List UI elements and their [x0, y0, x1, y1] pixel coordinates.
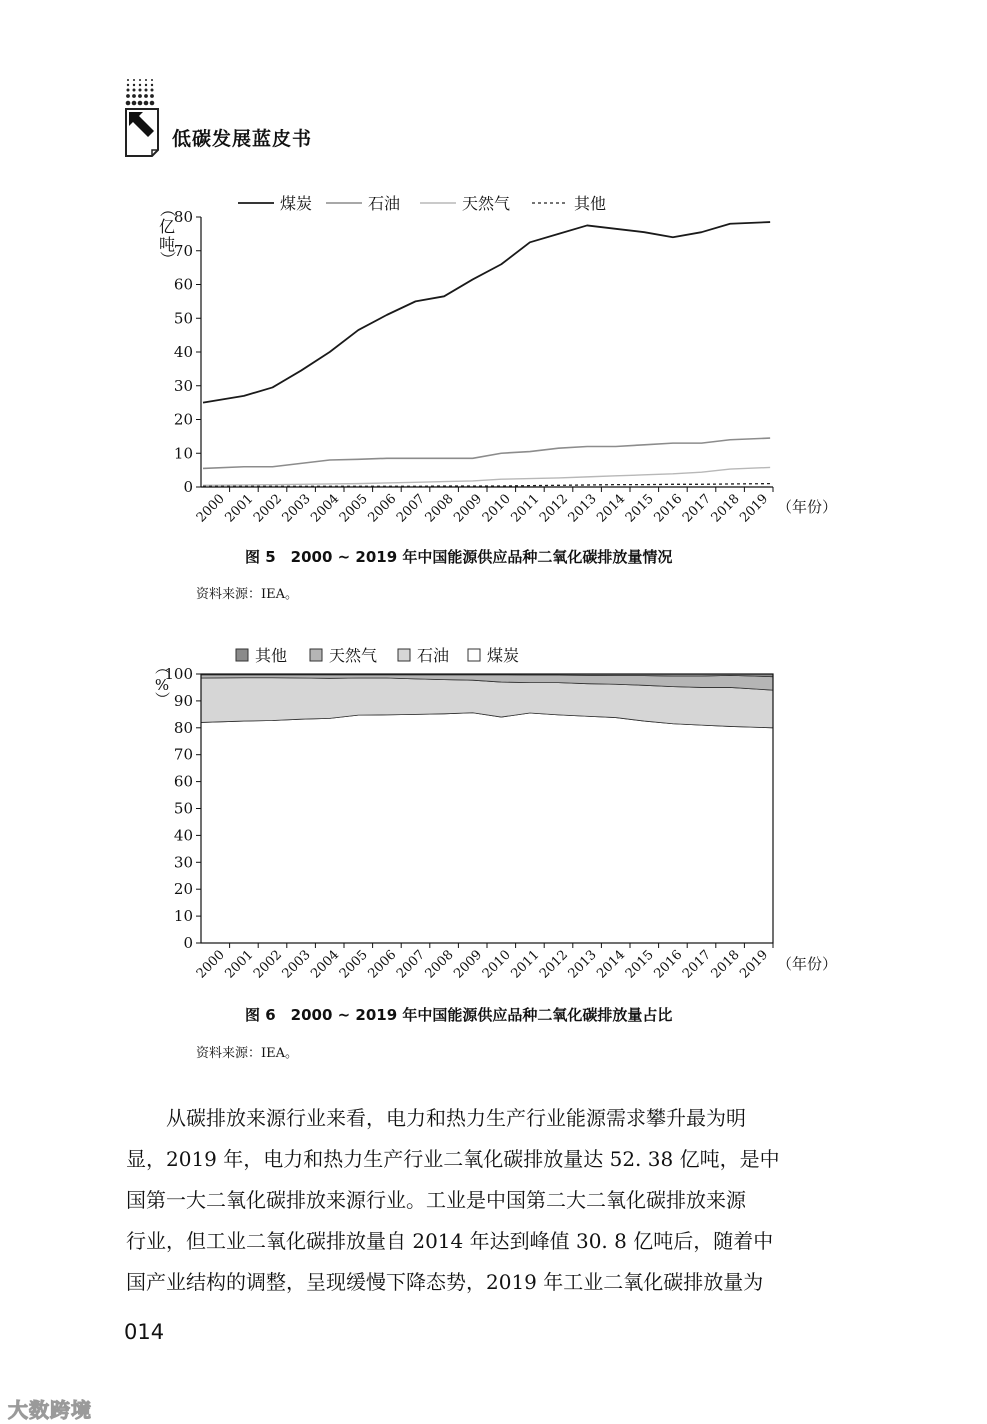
- x-tick-label: 2017: [680, 491, 715, 526]
- y-tick-label: 40: [173, 343, 193, 361]
- y-tick-label: 100: [164, 665, 193, 683]
- x-tick-label: 2005: [336, 947, 371, 982]
- x-tick-label: 2000: [193, 491, 228, 526]
- series-line-0: [203, 222, 770, 403]
- body-line: 国第一大二氧化碳排放来源行业。工业是中国第二大二氧化碳排放来源: [126, 1188, 746, 1212]
- figure-5-caption: 图 5 2000 ~ 2019 年中国能源供应品种二氧化碳排放量情况: [245, 548, 673, 566]
- y-tick-label: 20: [173, 880, 193, 899]
- legend-label: 石油: [417, 646, 450, 665]
- legend-label: 其他: [574, 194, 607, 213]
- y-tick-label: 20: [173, 410, 193, 429]
- x-tick-label: 2006: [365, 947, 400, 982]
- y-tick-label: 90: [173, 691, 193, 710]
- x-tick-label: 2018: [708, 491, 743, 526]
- y-tick-label: 80: [173, 718, 193, 737]
- figure-6-caption: 图 6 2000 ~ 2019 年中国能源供应品种二氧化碳排放量占比: [245, 1006, 673, 1024]
- x-tick-label: 2010: [479, 947, 514, 982]
- chart-ticks: [174, 208, 773, 526]
- x-tick-label: 2013: [565, 947, 600, 982]
- x-tick-label: 2003: [279, 491, 314, 526]
- y-tick-label: 50: [173, 309, 193, 328]
- book-title: 低碳发展蓝皮书: [172, 128, 313, 150]
- chart-legend: [238, 194, 606, 213]
- watermark: 大数跨境: [8, 1398, 92, 1422]
- body-line: 国产业结构的调整，呈现缓慢下降态势，2019 年工业二氧化碳排放量为: [126, 1270, 764, 1294]
- x-tick-label: 2012: [537, 947, 572, 982]
- legend-swatch: [468, 649, 480, 661]
- x-tick-label: 2011: [508, 947, 543, 982]
- legend-label: 天然气: [329, 646, 378, 665]
- x-tick-label: 2016: [651, 947, 686, 982]
- x-tick-label: 2005: [336, 491, 371, 526]
- x-tick-label: 2014: [594, 491, 629, 526]
- x-tick-label: 2016: [651, 491, 686, 526]
- body-paragraph: [126, 1098, 866, 1303]
- x-tick-label: 2015: [622, 947, 657, 982]
- y-tick-label: 10: [173, 907, 193, 926]
- x-axis-unit: （年份）: [777, 498, 838, 516]
- y-unit-glyph: 吨: [158, 235, 176, 254]
- y-tick-label: 40: [173, 826, 193, 845]
- y-tick-label: 0: [183, 934, 193, 952]
- x-tick-label: 2019: [737, 491, 772, 526]
- figure-5-line-chart: [150, 188, 850, 533]
- chart-legend: [236, 646, 519, 665]
- legend-swatch: [236, 649, 248, 661]
- y-unit-glyph: 亿: [158, 217, 176, 236]
- body-line: 行业，但工业二氧化碳排放量自 2014 年达到峰值 30. 8 亿吨后，随着中: [126, 1229, 774, 1253]
- body-line: 从碳排放来源行业来看，电力和热力生产行业能源需求攀升最为明: [166, 1106, 746, 1130]
- body-line: 显，2019 年，电力和热力生产行业二氧化碳排放量达 52. 38 亿吨，是中: [126, 1147, 780, 1171]
- x-tick-label: 2015: [622, 491, 657, 526]
- y-unit-glyph: ）: [158, 250, 177, 268]
- x-tick-label: 2009: [451, 947, 486, 982]
- y-tick-label: 0: [183, 478, 193, 496]
- chart-series: [201, 674, 773, 943]
- y-tick-label: 60: [173, 772, 193, 791]
- series-area-0: [201, 713, 773, 943]
- series-line-1: [203, 438, 770, 468]
- legend-label: 天然气: [462, 194, 511, 213]
- x-tick-label: 2004: [308, 947, 343, 982]
- book-arrow-icon: [124, 78, 160, 158]
- x-tick-label: 2007: [394, 947, 429, 982]
- legend-label: 煤炭: [487, 646, 520, 665]
- series-line-2: [203, 467, 770, 485]
- y-unit-glyph: ）: [153, 691, 171, 707]
- legend-swatch: [310, 649, 322, 661]
- x-tick-label: 2002: [251, 947, 286, 982]
- y-tick-label: 70: [173, 241, 193, 260]
- x-tick-label: 2001: [222, 491, 257, 526]
- x-tick-label: 2004: [308, 491, 343, 526]
- y-tick-label: 60: [173, 275, 193, 294]
- y-tick-label: 80: [173, 208, 193, 226]
- x-axis-unit: （年份）: [777, 955, 838, 973]
- figure-6-area-chart: [150, 640, 850, 985]
- x-tick-label: 2008: [422, 491, 457, 526]
- y-unit-glyph: %: [154, 676, 170, 694]
- x-tick-label: 2000: [193, 947, 228, 982]
- x-tick-label: 2011: [508, 491, 543, 526]
- x-tick-label: 2019: [737, 947, 772, 982]
- legend-label: 煤炭: [280, 194, 313, 213]
- x-tick-label: 2008: [422, 947, 457, 982]
- x-tick-label: 2012: [537, 491, 572, 526]
- x-tick-label: 2018: [708, 947, 743, 982]
- legend-label: 石油: [368, 194, 401, 213]
- x-tick-label: 2014: [594, 947, 629, 982]
- legend-swatch: [398, 649, 410, 661]
- x-tick-label: 2001: [222, 947, 257, 982]
- page-number: 014: [124, 1320, 165, 1344]
- x-tick-label: 2009: [451, 491, 486, 526]
- x-tick-label: 2013: [565, 491, 600, 526]
- chart-axes: [201, 217, 773, 487]
- x-tick-label: 2003: [279, 947, 314, 982]
- figure-6-source: 资料来源：IEA。: [196, 1046, 299, 1061]
- y-tick-label: 30: [173, 853, 193, 872]
- legend-label: 其他: [255, 646, 288, 665]
- x-tick-label: 2017: [680, 947, 715, 982]
- x-tick-label: 2010: [479, 491, 514, 526]
- y-tick-label: 50: [173, 799, 193, 818]
- y-tick-label: 30: [173, 376, 193, 395]
- y-unit-glyph: （: [153, 659, 171, 675]
- x-tick-label: 2002: [251, 491, 286, 526]
- x-tick-label: 2007: [394, 491, 429, 526]
- y-tick-label: 70: [173, 745, 193, 764]
- y-tick-label: 10: [173, 444, 193, 463]
- chart-series: [203, 222, 770, 486]
- x-tick-label: 2006: [365, 491, 400, 526]
- figure-5-source: 资料来源：IEA。: [196, 587, 299, 602]
- y-unit-glyph: （: [158, 200, 177, 218]
